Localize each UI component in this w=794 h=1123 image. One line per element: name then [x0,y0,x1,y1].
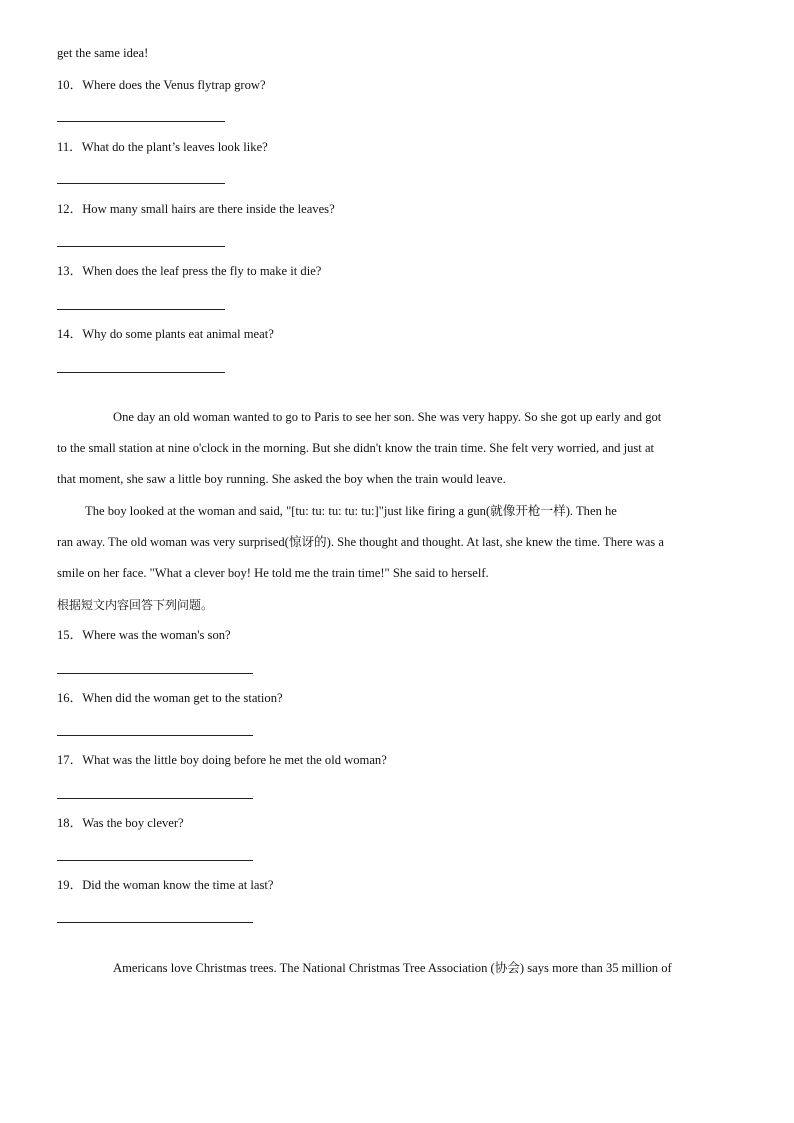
question-17: 17．What was the little boy doing before he met the old woman? [57,753,387,767]
question-15: 15．Where was the woman's son? [57,628,231,642]
question-11: 11．What do the plant’s leaves look like? [57,140,268,154]
answer-line-19[interactable] [57,922,253,923]
answer-line-18[interactable] [57,860,253,861]
question-19: 19．Did the woman know the time at last? [57,878,274,892]
answer-line-11[interactable] [57,183,225,184]
passage2-p1-line2: to the small station at nine o'clock in the morning. But she didn't know the train time. She felt very worried, and just at [57,441,655,455]
answer-line-13[interactable] [57,309,225,310]
passage3-line1: Americans love Christmas trees. The National Christmas Tree Association (协会) says more than 35 million of [113,961,672,975]
passage2-p2-line2: ran away. The old woman was very surprised(惊讶的). She thought and thought. At last, she knew the time. There was a [57,535,664,549]
question-16: 16．When did the woman get to the station? [57,691,283,705]
answer-line-14[interactable] [57,372,225,373]
question-18: 18．Was the boy clever? [57,816,184,830]
passage2-p2-line1: The boy looked at the woman and said, "[tu: tu: tu: tu: tu:]"just like firing a gun(就像开枪一样). Then he [85,504,617,518]
answer-line-10[interactable] [57,121,225,122]
passage2-p2-line3: smile on her face. "What a clever boy! He told me the train time!" She said to herself. [57,566,489,580]
passage2-p1-line3: that moment, she saw a little boy running. She asked the boy when the train would leave. [57,472,506,486]
passage2-p1-line1: One day an old woman wanted to go to Paris to see her son. She was very happy. So she got up early and got [113,410,662,424]
question-10: 10．Where does the Venus flytrap grow? [57,78,266,92]
answer-line-15[interactable] [57,673,253,674]
answer-line-17[interactable] [57,798,253,799]
question-14: 14．Why do some plants eat animal meat? [57,327,274,341]
question-13: 13．When does the leaf press the fly to make it die? [57,264,322,278]
answer-line-12[interactable] [57,246,225,247]
question-12: 12．How many small hairs are there inside the leaves? [57,202,335,216]
instruction: 根据短文内容回答下列问题。 [57,598,214,612]
intro-tail: get the same idea! [57,46,149,60]
answer-line-16[interactable] [57,735,253,736]
